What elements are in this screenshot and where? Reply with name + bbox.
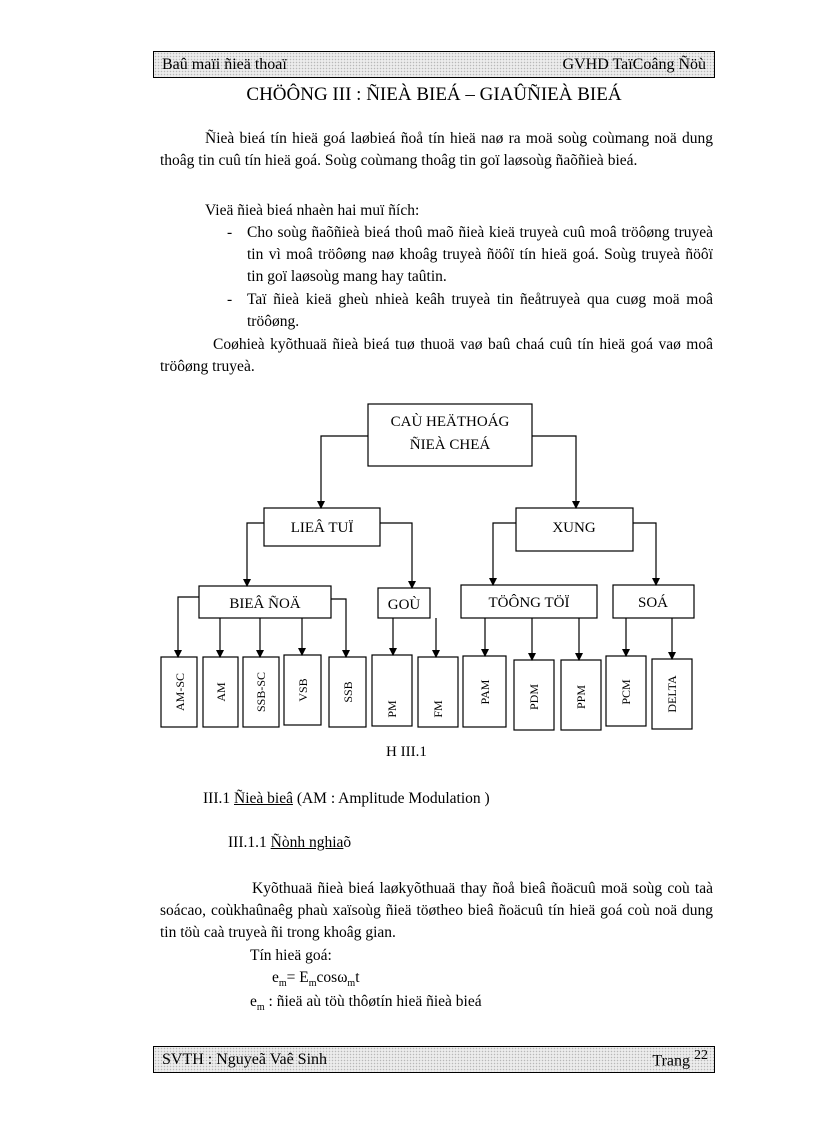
leaf-label-delta: DELTA	[665, 675, 679, 713]
page-footer	[153, 1046, 715, 1073]
formula	[272, 969, 360, 989]
heading-iii-1-number: III.1	[203, 790, 234, 807]
leaf-label-pdm: PDM	[527, 683, 541, 711]
bullet-2: Taï ñieà kieä gheù nhieà keâh truyeà tin ñeåtruyeà qua cuøg moä moâ tröôøng.	[247, 291, 713, 330]
leaf-label-pam: PAM	[478, 679, 492, 705]
formula-e: e	[272, 969, 279, 986]
leaf-label-pm: PM	[385, 700, 399, 718]
footer-left-text: SVTH : Nguyeã Vaê Sinh	[162, 1051, 328, 1068]
leaf-label-am-sc: AM-SC	[173, 672, 187, 712]
header-left-text: Baû maïi ñieä thoaï	[162, 56, 287, 73]
leaf-label-vsb: VSB	[296, 678, 310, 702]
formula-sub-3: m	[347, 978, 356, 990]
bien-do-label: BIEÂ ÑOÄ	[229, 596, 301, 612]
formula-cos: cosω	[316, 969, 348, 986]
xung-label: XUNG	[552, 520, 596, 536]
footer-page	[652, 1048, 708, 1070]
leaf-label-pcm: PCM	[619, 679, 633, 705]
definition-text: : ñieä aù töù thôøtín hieä ñieà bieá	[264, 993, 482, 1010]
lien-tuc-label: LIEÂ TUÏ	[290, 520, 354, 536]
intro-paragraph-1: Ñieà bieá tín hieä goá laøbieá ñoå tín hieä naø ra moä soùg coùmang noä dung thoâg tin cuû tín hieä goá. Soùg coùmang thoâg tin goï laøsoùg ñaõñieà bieá.	[160, 130, 713, 169]
heading-iii-1-underlined: Ñieà bieâ	[234, 790, 293, 807]
definition-paragraph: Kyõthuaä ñieà bieá laøkyõthuaä thay ñoå bieâ ñoäcuû moä soùg coù taà soácao, coùkhaûnaêg phaù xaïsoùg ñieä töøtheo bieâ ñoäcuû tín hieä goá coù noä dung tin töù caà truyeà ñi trong khoâg gian.	[160, 880, 713, 941]
heading-iii-1-rest: (AM : Amplitude Modulation )	[292, 790, 490, 807]
leaf-label-am: AM	[214, 682, 228, 702]
formula-sub-2: m	[308, 978, 317, 990]
signal-definition	[250, 993, 482, 1013]
leaf-label-ssb-sc: SSB-SC	[254, 671, 268, 713]
definition-sub: m	[256, 1002, 265, 1014]
so-label: SOÁ	[637, 595, 669, 611]
formula-t: t	[355, 969, 360, 986]
footer-page-label: Trang	[652, 1052, 690, 1070]
leaf-label-fm: FM	[431, 700, 445, 718]
leaf-label-ppm: PPM	[574, 684, 588, 710]
bullet-dash-1: -	[227, 224, 233, 241]
heading-iii-1	[203, 790, 490, 808]
figure-caption: H III.1	[386, 744, 427, 760]
definition-e: e	[250, 993, 257, 1010]
chapter-title: CHÖÔNG III : ÑIEÀ BIEÁ – GIAÛÑIEÀ BIEÁ	[246, 84, 622, 105]
heading-iii-1-1	[228, 834, 351, 852]
root-label-line1: CAÙ HEÄTHOÁG	[390, 414, 510, 430]
heading-iii-1-1-rest: õ	[343, 834, 352, 851]
leaf-label-ssb: SSB	[341, 681, 355, 703]
heading-iii-1-1-underlined: Ñònh nghia	[270, 834, 344, 851]
header-right-text: GVHD TaïCoâng Ñöù	[562, 56, 706, 73]
goc-label: GOÙ	[387, 597, 421, 613]
intro-paragraph-2: Vieä ñieà bieá nhaèn hai muï ñích:	[205, 202, 420, 219]
bullet-1: Cho soùg ñaõñieà bieá thoû maõ ñieà kieä truyeà cuû moâ tröôøng truyeà tin vì moâ tröôøng naø khoâg truyeà ñöôï tín hieä goá. Soùg truyeà ñöôï tin goï laøsoùg mang hay taûtin.	[247, 224, 713, 285]
formula-sub-1: m	[278, 978, 287, 990]
formula-mid: = E	[286, 969, 309, 986]
tuong-tu-label: TÖÔNG TÖÏ	[488, 595, 570, 611]
root-label-line2: ÑIEÀ CHEÁ	[409, 437, 491, 453]
footer-page-number: 22	[694, 1048, 708, 1063]
bullet-dash-2: -	[227, 291, 233, 308]
signal-label: Tín hieä goá:	[250, 947, 332, 964]
heading-iii-1-1-number: III.1.1	[228, 834, 271, 851]
intro-paragraph-3: Coøhieà kyõthuaä ñieà bieá tuø thuoä vaø baû chaá cuû tín hieä goá vaø moâ tröôøng truyeà.	[160, 336, 713, 375]
